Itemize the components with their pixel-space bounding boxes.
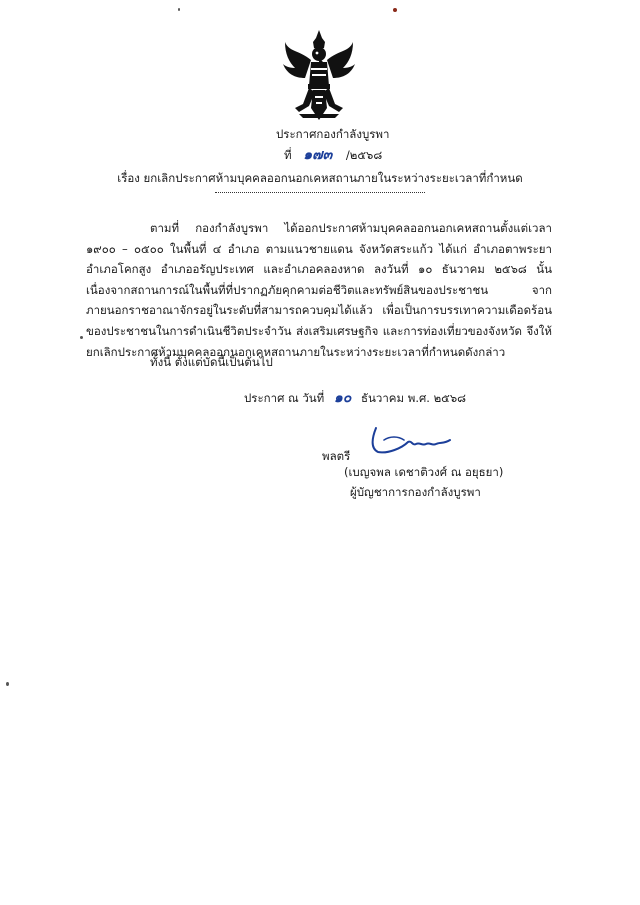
handwritten-signature-icon bbox=[368, 424, 452, 460]
body-text bbox=[86, 218, 552, 362]
garuda-emblem-icon bbox=[281, 28, 357, 124]
announcement-number bbox=[284, 147, 382, 163]
scan-speck bbox=[80, 336, 83, 339]
scan-speck bbox=[6, 682, 9, 686]
handwritten-number: ๑๗๓ bbox=[303, 147, 333, 163]
number-year: /๒๕๖๘ bbox=[345, 148, 383, 162]
dateline-prefix: ประกาศ ณ วันที่ bbox=[244, 391, 325, 405]
divider-dotted bbox=[215, 192, 425, 193]
effective-note: ทั้งนี้ ตั้งแต่บัดนี้เป็นต้นไป bbox=[150, 355, 273, 369]
announcement-title: ประกาศกองกำลังบูรพา bbox=[276, 127, 390, 141]
scan-speck bbox=[393, 8, 397, 12]
number-prefix: ที่ bbox=[284, 148, 292, 162]
scan-speck bbox=[178, 8, 180, 11]
dateline-suffix: ธันวาคม พ.ศ. ๒๕๖๘ bbox=[361, 391, 467, 405]
signatory-rank: พลตรี bbox=[322, 449, 351, 463]
body-paragraph-1: ตามที่ กองกำลังบูรพา ได้ออกประกาศห้ามบุคคลออกนอกเคหสถานตั้งแต่เวลา ๑๙๐๐ – ๐๕๐๐ ในพื้นที่ ๔ อำเภอ ตามแนวชายแดน จังหวัดสระแก้ว ได้แก่ อำเภอตาพระยา อำเภอโคกสูง อำเภออรัญประเทศ และอำเภอคลองหาด ลงวันที่ ๑๐ ธันวาคม ๒๕๖๘ นั้น เนื่องจากสถานการณ์ในพื้นที่ที่ปรากฏภัยคุกคามต่อชีวิตและทรัพย์สินของประชาชน จากภายนอกราชอาณาจักรอยู่ในระดับที่สามารถควบคุมได้แล้ว เพื่อเป็นการบรรเทาความเดือดร้อนของประชาชนในการดำเนินชีวิตประจำวัน ส่งเสริมเศรษฐกิจ และการท่องเที่ยวของจังหวัด จึงให้ยกเลิกประกาศห้ามบุคคลออกนอกเคหสถานภายในระหว่างระยะเวลาที่กำหนดดังกล่าว bbox=[86, 221, 552, 359]
announcement-subject: เรื่อง ยกเลิกประกาศห้ามบุคคลออกนอกเคหสถานภายในระหว่างระยะเวลาที่กำหนด bbox=[117, 171, 523, 185]
signatory-position: ผู้บัญชาการกองกำลังบูรพา bbox=[350, 485, 481, 499]
signatory-name: (เบญจพล เดชาติวงศ์ ณ อยุธยา) bbox=[344, 465, 504, 479]
dateline bbox=[244, 390, 466, 406]
handwritten-day: ๑๐ bbox=[333, 390, 352, 406]
